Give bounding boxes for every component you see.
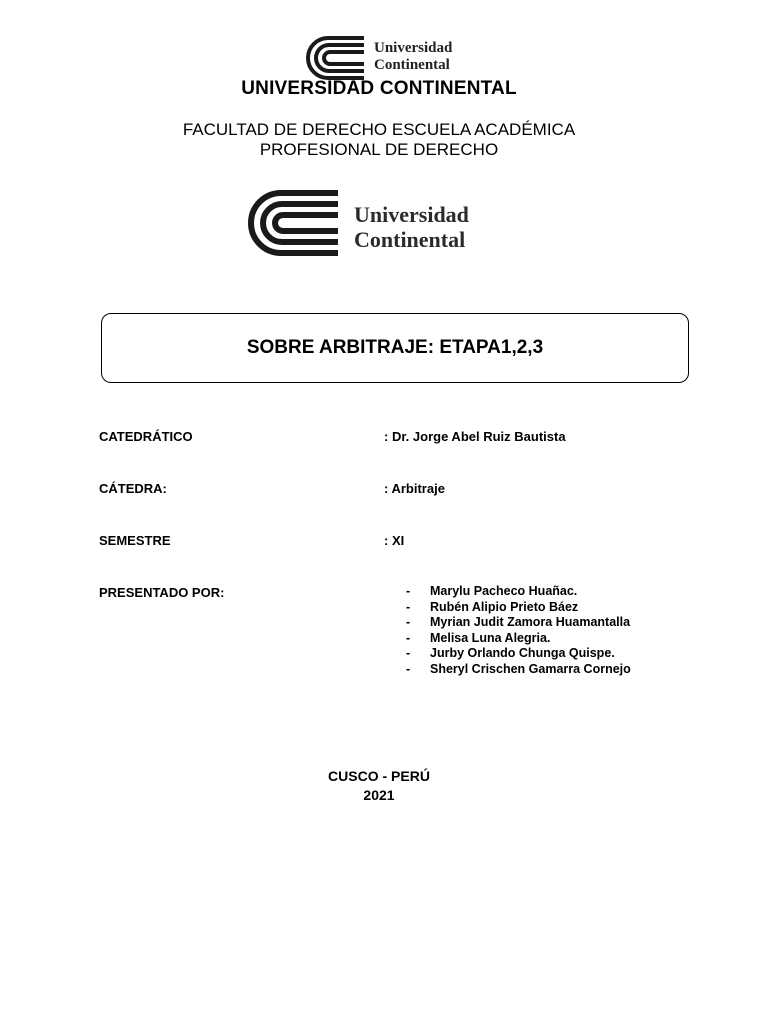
university-logo-icon <box>306 36 366 80</box>
field-value-semestre: : XI <box>384 533 405 548</box>
authors-list <box>406 584 631 677</box>
university-title: UNIVERSIDAD CONTINENTAL <box>241 78 517 99</box>
author-name: Rubén Alipio Prieto Báez <box>430 599 579 614</box>
field-label-presentado-por: PRESENTADO POR: <box>99 585 225 600</box>
list-item <box>406 615 631 631</box>
faculty-line-1: FACULTAD DE DERECHO ESCUELA ACADÉMICA <box>182 120 576 139</box>
logo-large-word-2: Continental <box>354 227 466 252</box>
bullet-dash: - <box>406 661 411 676</box>
document-title: SOBRE ARBITRAJE: ETAPA1,2,3 <box>246 337 544 358</box>
author-name: Melisa Luna Alegria. <box>430 630 551 645</box>
author-name: Myrian Judit Zamora Huamantalla <box>430 615 631 629</box>
university-logo-large-icon <box>248 190 340 256</box>
bullet-dash: - <box>406 646 411 660</box>
list-item <box>406 600 631 616</box>
field-label-semestre: SEMESTRE <box>99 533 171 548</box>
field-label-catedra: CÁTEDRA: <box>99 481 167 496</box>
university-logo-large <box>248 190 498 260</box>
author-name: Marylu Pacheco Huañac. <box>430 584 578 598</box>
footer-year: 2021 <box>363 787 395 803</box>
bullet-dash: - <box>406 630 411 645</box>
university-logo-small <box>306 36 466 80</box>
bullet-dash: - <box>406 615 411 629</box>
logo-word-1: Universidad <box>374 40 453 56</box>
author-name: Jurby Orlando Chunga Quispe. <box>430 646 615 660</box>
author-name: Sheryl Crischen Gamarra Cornejo <box>430 661 631 676</box>
document-title-box <box>101 313 689 383</box>
field-value-catedratico: : Dr. Jorge Abel Ruiz Bautista <box>384 429 566 444</box>
logo-large-word-1: Universidad <box>354 202 469 227</box>
list-item <box>406 662 631 678</box>
list-item <box>406 584 631 600</box>
faculty-heading <box>0 120 758 160</box>
field-label-catedratico: CATEDRÁTICO <box>99 429 193 444</box>
faculty-line-2: PROFESIONAL DE DERECHO <box>259 140 499 159</box>
field-value-catedra: : Arbitraje <box>384 481 445 496</box>
bullet-dash: - <box>406 599 411 614</box>
list-item <box>406 646 631 662</box>
bullet-dash: - <box>406 584 411 598</box>
footer-location: CUSCO - PERÚ <box>328 768 430 784</box>
list-item <box>406 631 631 647</box>
logo-word-2: Continental <box>374 57 450 73</box>
